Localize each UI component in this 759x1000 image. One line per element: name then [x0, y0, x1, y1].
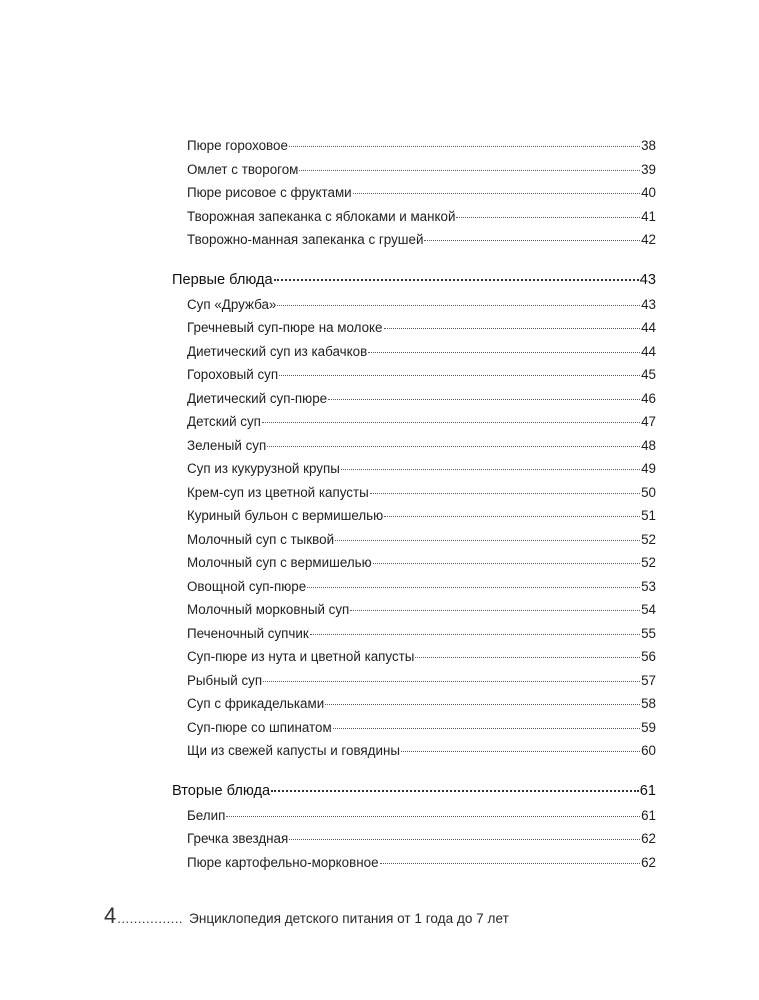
toc-entry-page: 57 [641, 672, 656, 688]
toc-entry-page: 38 [641, 138, 656, 153]
toc-entry-title: Суп с фрикадельками [187, 696, 325, 711]
toc-entry-page: 56 [641, 649, 656, 664]
toc-entry [172, 316, 656, 340]
toc-entry [172, 481, 656, 505]
section-spacer [172, 252, 656, 267]
dot-leader [279, 374, 640, 376]
toc-entry-title: Гречка звездная [187, 831, 289, 846]
toc-entry-page: 45 [641, 367, 656, 382]
toc-entry [172, 692, 656, 716]
toc-entry-title: Печеночный супчик [187, 625, 309, 641]
toc-entry [172, 363, 656, 387]
toc-entry [172, 340, 656, 364]
dot-leader [267, 445, 640, 447]
toc-entry-page: 47 [641, 414, 656, 429]
toc-section-heading [172, 267, 656, 293]
dot-leader [274, 278, 639, 281]
toc-entry [172, 181, 656, 205]
toc-entry-title: Суп из кукурузной крупы [187, 461, 340, 476]
toc-entry [172, 504, 656, 528]
toc-entry-title: Омлет с творогом [187, 161, 299, 177]
toc-entry-page: 53 [641, 578, 656, 594]
toc-section-heading [172, 778, 656, 804]
toc-entry-page: 62 [641, 831, 656, 846]
toc-entry-page: 62 [641, 854, 656, 870]
section-spacer [172, 763, 656, 778]
toc-entry-page: 54 [641, 602, 656, 617]
dot-leader [226, 815, 640, 817]
dot-leader [384, 327, 641, 329]
toc-entry [172, 827, 656, 851]
dot-leader [307, 586, 640, 588]
toc-entry-title: Творожно-манная запеканка с грушей [187, 232, 424, 247]
toc-entry-title: Молочный суп с вермишелью [187, 555, 372, 570]
toc-section-first-courses [172, 267, 656, 763]
toc-entry-title: Суп-пюре со шпинатом [187, 719, 332, 735]
toc-entry [172, 575, 656, 599]
toc-entry-title: Щи из свежей капусты и говядины [187, 743, 400, 758]
dot-leader [289, 838, 640, 840]
toc-entry-page: 61 [641, 807, 656, 823]
dot-leader [310, 633, 640, 635]
toc-entry [172, 598, 656, 622]
toc-entry [172, 645, 656, 669]
footer-dot-leader: ................ [117, 911, 184, 926]
dot-leader [370, 492, 640, 494]
toc-entry-page: 49 [641, 461, 656, 476]
dot-leader [424, 239, 640, 241]
toc-entry [172, 739, 656, 763]
dot-leader [456, 216, 640, 218]
toc-entry [172, 293, 656, 317]
toc-entry-page: 50 [641, 484, 656, 500]
toc-entry-title: Суп «Дружба» [187, 296, 277, 312]
toc-entry-title: Куриный бульон с вермишелью [187, 508, 384, 523]
dot-leader [341, 468, 640, 470]
dot-leader [353, 192, 640, 194]
dot-leader [289, 145, 640, 147]
toc-section-second-courses [172, 778, 656, 875]
dot-leader [373, 562, 640, 564]
toc-entry-title: Молочный суп с тыквой [187, 531, 335, 547]
toc-entry-page: 59 [641, 719, 656, 735]
toc-entry [172, 410, 656, 434]
dot-leader [325, 703, 640, 705]
toc-entry-title: Пюре гороховое [187, 138, 288, 153]
toc-entry-page: 44 [641, 343, 656, 359]
toc-entry [172, 716, 656, 740]
dot-leader [384, 515, 640, 517]
toc-section-page: 61 [639, 782, 656, 799]
table-of-contents [172, 134, 656, 874]
toc-entry-page: 44 [641, 320, 656, 335]
toc-entry-title: Крем-суп из цветной капусты [187, 484, 369, 500]
toc-section-title: Первые блюда [172, 271, 273, 288]
dot-leader [401, 750, 640, 752]
toc-entry [172, 669, 656, 693]
page-number: 4 [104, 903, 117, 928]
toc-entry-page: 46 [641, 390, 656, 406]
toc-entry-page: 60 [641, 743, 656, 758]
dot-leader [271, 789, 639, 792]
dot-leader [350, 609, 640, 611]
toc-entry-page: 52 [641, 555, 656, 570]
toc-entry-page: 40 [641, 185, 656, 200]
dot-leader [368, 351, 640, 353]
toc-entry-title: Детский суп [187, 414, 261, 429]
toc-entry [172, 158, 656, 182]
toc-entry-title: Гречневый суп-пюре на молоке [187, 320, 383, 335]
toc-entry-page: 55 [641, 625, 656, 641]
toc-entry-title: Диетический суп из кабачков [187, 343, 368, 359]
toc-entry [172, 205, 656, 229]
toc-entry-page: 52 [641, 531, 656, 547]
toc-entry [172, 851, 656, 875]
toc-entry-title: Диетический суп-пюре [187, 390, 328, 406]
dot-leader [262, 421, 640, 423]
toc-entry [172, 804, 656, 828]
toc-entry-page: 58 [641, 696, 656, 711]
dot-leader [299, 169, 640, 171]
dot-leader [333, 727, 640, 729]
dot-leader [335, 539, 640, 541]
toc-entry-page: 39 [641, 161, 656, 177]
dot-leader [328, 398, 640, 400]
toc-entry-page: 51 [641, 508, 656, 523]
toc-section-page: 43 [639, 271, 656, 288]
dot-leader [263, 680, 640, 682]
toc-entry [172, 457, 656, 481]
dot-leader [277, 304, 640, 306]
toc-entry-title: Молочный морковный суп [187, 602, 350, 617]
page-footer [104, 903, 509, 929]
dot-leader [380, 862, 641, 864]
toc-entry-title: Суп-пюре из нута и цветной капусты [187, 649, 415, 664]
toc-entry-title: Творожная запеканка с яблоками и манкой [187, 208, 456, 224]
toc-entry-title: Гороховый суп [187, 367, 279, 382]
toc-entry-page: 41 [641, 208, 656, 224]
toc-entry-page: 43 [641, 296, 656, 312]
toc-entry-page: 42 [641, 232, 656, 247]
toc-entry-title: Белип [187, 807, 226, 823]
toc-entry [172, 551, 656, 575]
toc-entry [172, 622, 656, 646]
toc-entry [172, 134, 656, 158]
toc-entry-title: Овощной суп-пюре [187, 578, 307, 594]
toc-intro-group [172, 134, 656, 252]
dot-leader [415, 656, 640, 658]
toc-entry [172, 228, 656, 252]
toc-entry-title: Рыбный суп [187, 672, 263, 688]
toc-entry-page: 48 [641, 437, 656, 453]
toc-entry-title: Зеленый суп [187, 437, 267, 453]
book-title: Энциклопедия детского питания от 1 года до 7 лет [189, 911, 509, 926]
toc-entry-title: Пюре картофельно-морковное [187, 854, 379, 870]
toc-entry [172, 528, 656, 552]
toc-entry-title: Пюре рисовое с фруктами [187, 185, 352, 200]
toc-section-title: Вторые блюда [172, 782, 271, 799]
toc-entry [172, 434, 656, 458]
toc-entry [172, 387, 656, 411]
